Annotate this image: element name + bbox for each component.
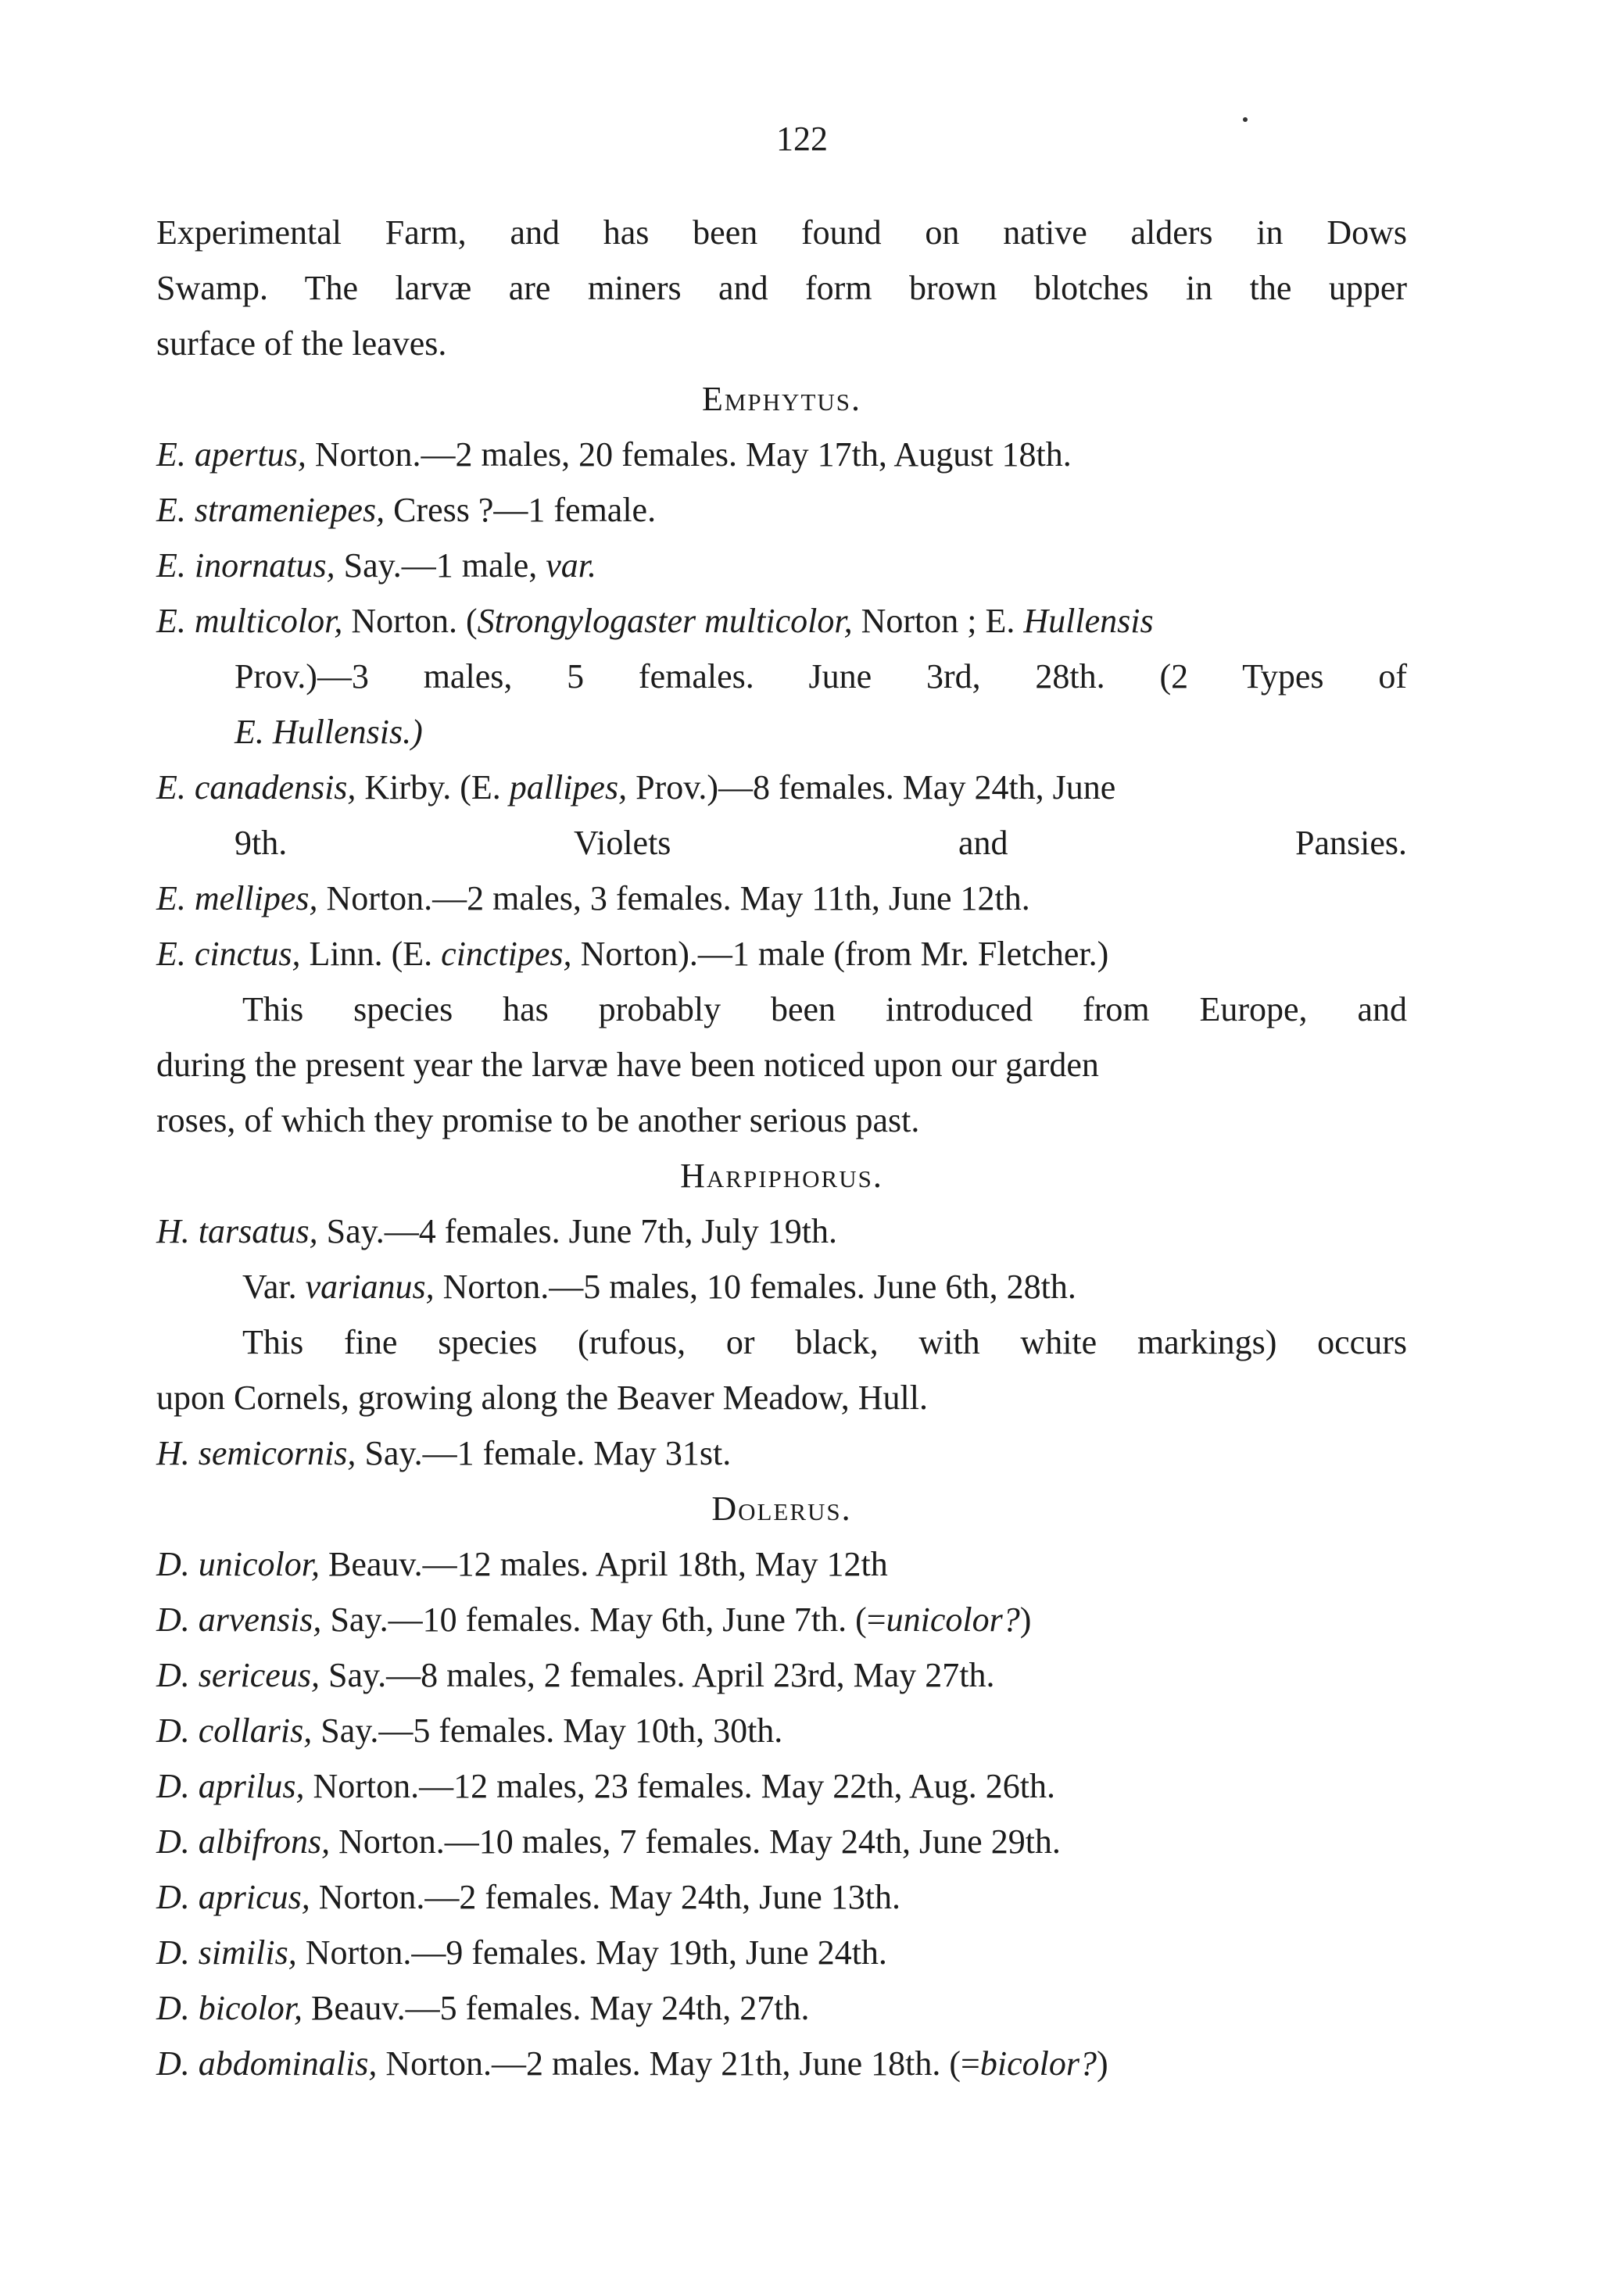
species-entry xyxy=(156,1980,1407,2036)
synonym-name: bicolor? xyxy=(979,2044,1097,2083)
genus-abbrev: D. xyxy=(156,1878,199,1916)
entry-details: Say.—1 male, xyxy=(335,546,546,585)
species-name: multicolor, xyxy=(194,602,343,640)
entry-details: Say.—1 female. May 31st. xyxy=(356,1434,732,1472)
genus-abbrev: D. xyxy=(156,1767,199,1805)
entry-details: Prov.)—8 females. May 24th, June xyxy=(627,768,1116,806)
synonym-name: cinctipes, xyxy=(441,935,572,973)
species-entry xyxy=(156,1647,1407,1703)
species-name: strameniepes, xyxy=(194,491,385,529)
species-name: aprilus, xyxy=(198,1767,305,1805)
species-entry xyxy=(156,593,1407,649)
paragraph-line: upon Cornels, growing along the Beaver Meadow, Hull. xyxy=(156,1379,928,1417)
genus-abbrev: E. xyxy=(156,546,195,585)
genus-abbrev: D. xyxy=(156,1933,199,1972)
species-name: unicolor, xyxy=(198,1545,320,1583)
species-name: sericeus, xyxy=(198,1656,320,1694)
section-heading: Harpiphorus. xyxy=(680,1157,883,1195)
synonym-name: Hullensis xyxy=(1023,602,1154,640)
species-name: inornatus, xyxy=(194,546,335,585)
synonym-name: E. Hullensis.) xyxy=(235,713,423,751)
synonym-name: pallipes, xyxy=(509,768,628,806)
species-name: apertus, xyxy=(194,435,306,474)
genus-abbrev: H. xyxy=(156,1212,199,1250)
species-name: tarsatus, xyxy=(198,1212,318,1250)
paragraph-line: This species has probably been introduced from Europe, and xyxy=(242,990,1407,1028)
variety-name: varianus, xyxy=(305,1268,435,1306)
species-name: abdominalis, xyxy=(198,2044,378,2083)
entry-continuation xyxy=(156,704,1407,760)
species-name: arvensis, xyxy=(198,1600,322,1639)
genus-abbrev: D. xyxy=(156,1711,199,1750)
entry-details: Say.—10 females. May 6th, June 7th. (= xyxy=(321,1600,886,1639)
page-number: 122 xyxy=(776,120,828,158)
genus-abbrev: D. xyxy=(156,1656,199,1694)
section-heading: Dolerus. xyxy=(711,1490,852,1528)
entry-details: Beauv.—12 males. April 18th, May 12th xyxy=(320,1545,888,1583)
species-entry xyxy=(156,538,1407,593)
synonym-name: unicolor? xyxy=(886,1600,1020,1639)
entry-details: Norton ; E. xyxy=(852,602,1024,640)
entry-details: Say.—4 females. June 7th, July 19th. xyxy=(317,1212,838,1250)
species-entry xyxy=(156,1203,1407,1259)
genus-abbrev: D. xyxy=(156,1822,199,1861)
entry-details: Norton.—10 males, 7 females. May 24th, June 29th. xyxy=(330,1822,1061,1861)
entry-details: Linn. (E. xyxy=(300,935,442,973)
species-entry xyxy=(156,482,1407,538)
species-name: canadensis, xyxy=(194,768,356,806)
species-entry xyxy=(156,926,1407,982)
genus-abbrev: E. xyxy=(156,491,195,529)
entry-details: Var. xyxy=(242,1268,306,1306)
species-name: semicornis, xyxy=(198,1434,356,1472)
entry-details: Beauv.—5 females. May 24th, 27th. xyxy=(303,1989,810,2027)
paragraph-line: This fine species (rufous, or black, with white markings) occurs xyxy=(242,1323,1407,1361)
genus-abbrev: H. xyxy=(156,1434,199,1472)
entry-details: Norton.—9 females. May 19th, June 24th. xyxy=(296,1933,887,1972)
synonym-name: var. xyxy=(546,546,597,585)
entry-details: Say.—5 females. May 10th, 30th. xyxy=(312,1711,783,1750)
paragraph-line: roses, of which they promise to be another serious past. xyxy=(156,1101,920,1139)
species-entry xyxy=(156,2036,1407,2091)
intro-line: Experimental Farm, and has been found on native alders in Dows xyxy=(156,213,1407,252)
print-speck xyxy=(1243,117,1248,122)
species-name: cinctus, xyxy=(194,935,301,973)
genus-abbrev: D. xyxy=(156,2044,199,2083)
entry-details: Norton.—2 females. May 24th, June 13th. xyxy=(310,1878,900,1916)
genus-abbrev: D. xyxy=(156,1545,199,1583)
entry-details: Say.—8 males, 2 females. April 23rd, May 27th. xyxy=(319,1656,995,1694)
species-entry xyxy=(156,871,1407,926)
synonym-name: Strongylogaster multicolor, xyxy=(477,602,853,640)
genus-abbrev: E. xyxy=(156,879,195,917)
section-heading: Emphytus. xyxy=(701,380,862,418)
entry-continuation: Prov.)—3 males, 5 females. June 3rd, 28th. (2 Types of xyxy=(235,657,1407,696)
species-name: mellipes, xyxy=(194,879,318,917)
species-entry xyxy=(156,1814,1407,1869)
genus-abbrev: D. xyxy=(156,1600,199,1639)
species-entry xyxy=(156,1869,1407,1925)
entry-details: ) xyxy=(1096,2044,1108,2083)
species-name: apricus, xyxy=(198,1878,310,1916)
entry-details: Norton).—1 male (from Mr. Fletcher.) xyxy=(571,935,1109,973)
genus-abbrev: E. xyxy=(156,935,195,973)
genus-abbrev: E. xyxy=(156,768,195,806)
species-entry xyxy=(156,760,1407,815)
paragraph-line: during the present year the larvæ have been noticed upon our garden xyxy=(156,1046,1099,1084)
entry-continuation: 9th. Violets and Pansies. xyxy=(235,824,1407,862)
intro-line: surface of the leaves. xyxy=(156,324,447,363)
entry-details: Norton.—2 males, 20 females. May 17th, August 18th. xyxy=(306,435,1072,474)
species-name: albifrons, xyxy=(198,1822,331,1861)
variety-entry xyxy=(156,1259,1407,1314)
species-entry xyxy=(156,1925,1407,1980)
species-name: similis, xyxy=(198,1933,297,1972)
species-entry xyxy=(156,1592,1407,1647)
entry-details: Norton. ( xyxy=(342,602,478,640)
entry-details: ) xyxy=(1019,1600,1032,1639)
species-entry xyxy=(156,1758,1407,1814)
genus-abbrev: E. xyxy=(156,435,195,474)
entry-details: Norton.—2 males. May 21th, June 18th. (= xyxy=(377,2044,980,2083)
intro-line: Swamp. The larvæ are miners and form brown blotches in the upper xyxy=(156,269,1407,307)
entry-details: Norton.—2 males, 3 females. May 11th, June 12th. xyxy=(317,879,1030,917)
species-entry xyxy=(156,1703,1407,1758)
genus-abbrev: E. xyxy=(156,602,195,640)
species-name: bicolor, xyxy=(198,1989,303,2027)
entry-details: Norton.—12 males, 23 females. May 22th, Aug. 26th. xyxy=(304,1767,1056,1805)
entry-details: Kirby. (E. xyxy=(356,768,510,806)
species-entry xyxy=(156,427,1407,482)
species-entry xyxy=(156,1425,1407,1481)
entry-details: Norton.—5 males, 10 females. June 6th, 28th. xyxy=(434,1268,1076,1306)
page-body xyxy=(156,205,1407,2091)
genus-abbrev: D. xyxy=(156,1989,199,2027)
entry-details: Cress ?—1 female. xyxy=(385,491,657,529)
species-name: collaris, xyxy=(198,1711,313,1750)
species-entry xyxy=(156,1536,1407,1592)
